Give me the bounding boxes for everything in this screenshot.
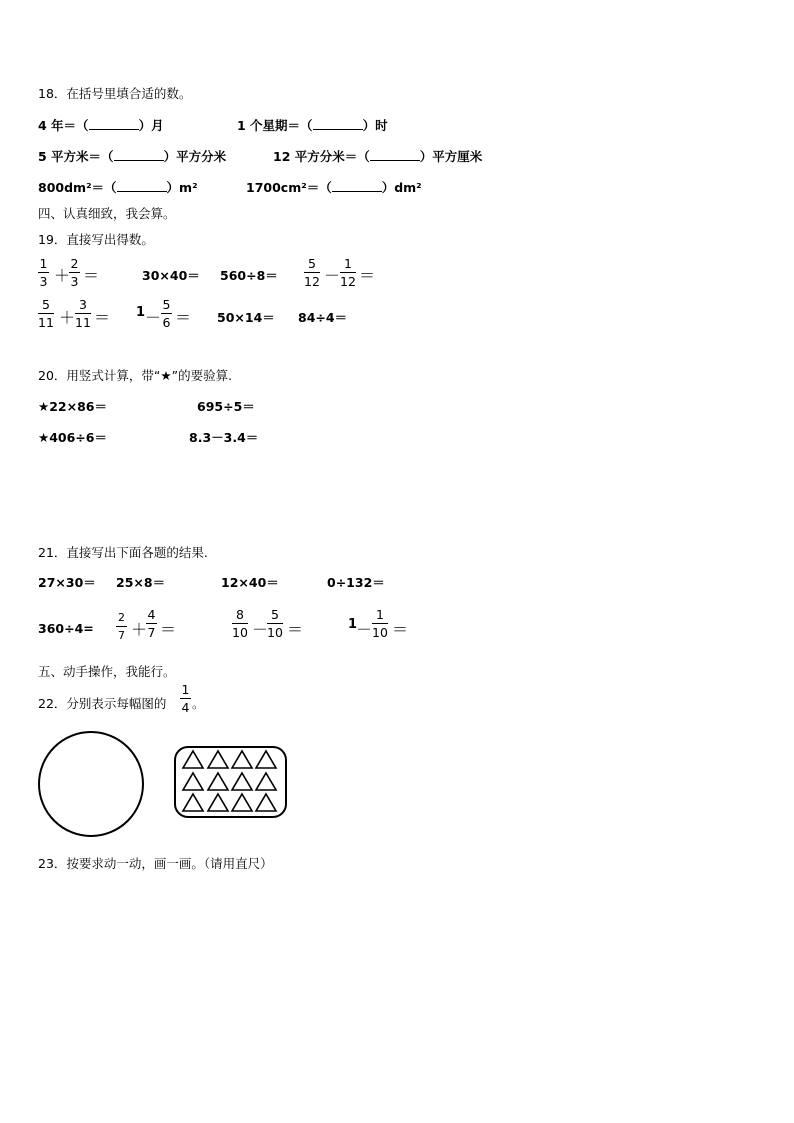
- equals-sign: ＝: [287, 620, 304, 639]
- q19-expr-8: 84÷4＝: [298, 310, 348, 325]
- denominator: 10: [232, 625, 248, 640]
- q18-r1b-post: ）时: [362, 118, 388, 133]
- fraction-4-7: [146, 607, 157, 640]
- minus-sign: －: [145, 308, 162, 327]
- equals-sign: ＝: [392, 620, 409, 639]
- triangle-icon: [256, 794, 276, 811]
- q18-row3-b: [246, 178, 422, 196]
- answer-blank[interactable]: [114, 149, 164, 161]
- denominator: 10: [372, 625, 388, 640]
- triangle-icon: [232, 794, 252, 811]
- numerator: 5: [307, 256, 316, 271]
- numerator: 1: [343, 256, 352, 271]
- minus-sign: －: [324, 266, 341, 285]
- fraction-bar: [38, 272, 49, 273]
- fraction-bar: [38, 313, 54, 314]
- triangle-icon: [232, 773, 252, 790]
- fraction-bar: [75, 313, 91, 314]
- triangle-icon: [208, 751, 228, 768]
- numerator: 4: [147, 607, 156, 622]
- equals-sign: ＝: [83, 266, 100, 285]
- q21-expr-4: 0÷132＝: [327, 575, 385, 590]
- fraction-5-6: [161, 297, 172, 330]
- q22-post: 。: [192, 696, 205, 711]
- minus-sign: －: [356, 620, 373, 639]
- triangle-icon: [183, 794, 203, 811]
- q22-title: [38, 694, 166, 712]
- q21-title: 21．直接写出下面各题的结果.: [38, 545, 208, 560]
- denominator: 11: [38, 315, 54, 330]
- q18-r2a-post: ）平方分米: [163, 149, 227, 164]
- numerator: 5: [270, 607, 279, 622]
- denominator: 6: [162, 315, 171, 330]
- q20-expr-1: ★22×86＝: [38, 399, 107, 414]
- fraction-5-12: [304, 256, 320, 289]
- q18-r3a-pre: 800dm²＝（: [38, 180, 117, 195]
- q18-r2b-pre: 12 平方分米＝（: [273, 149, 370, 164]
- one: 1: [348, 617, 358, 632]
- q18-r2a-pre: 5 平方米＝（: [38, 149, 114, 164]
- answer-blank[interactable]: [313, 118, 363, 130]
- triangle-icon: [208, 794, 228, 811]
- answer-blank[interactable]: [332, 180, 382, 192]
- numerator: 5: [162, 297, 171, 312]
- fraction-bar: [304, 272, 320, 273]
- fraction-bar: [146, 623, 157, 624]
- q21-expr-1: 27×30＝: [38, 575, 96, 590]
- fraction-1-10: [372, 607, 388, 640]
- triangles-group: [183, 751, 276, 811]
- circle-figure[interactable]: [38, 731, 144, 837]
- denominator: 12: [340, 274, 356, 289]
- plus-sign: ＋: [59, 308, 76, 327]
- answer-blank[interactable]: [89, 118, 139, 130]
- numerator: 5: [41, 297, 50, 312]
- fraction-2-7: [116, 610, 127, 643]
- fraction-1-3: [38, 256, 49, 289]
- q18-r1a-pre: 4 年＝（: [38, 118, 89, 133]
- one: 1: [136, 305, 146, 320]
- q18-r1b-pre: 1 个星期＝（: [237, 118, 313, 133]
- q18-row1-a: [38, 116, 164, 134]
- q19-expr-7: 50×14＝: [217, 310, 275, 325]
- fraction-bar: [161, 313, 172, 314]
- equals-sign: ＝: [160, 620, 177, 639]
- fraction-3-11: [75, 297, 91, 330]
- fraction-5-10: [267, 607, 283, 640]
- q18-r3b-post: ）dm²: [381, 180, 422, 195]
- q20-expr-2: 695÷5＝: [197, 399, 255, 414]
- section-4-heading: 四、认真细致，我会算。: [38, 206, 176, 221]
- denominator: 3: [70, 274, 79, 289]
- numerator: 1: [181, 682, 190, 697]
- triangle-icon: [208, 773, 228, 790]
- triangle-icon: [232, 751, 252, 768]
- answer-blank[interactable]: [117, 180, 167, 192]
- minus-sign: －: [252, 620, 269, 639]
- fraction-bar: [180, 698, 191, 699]
- plus-sign: ＋: [54, 266, 71, 285]
- q18-row3-a: [38, 178, 198, 196]
- q23-title: 23．按要求动一动，画一画。（请用直尺）: [38, 856, 273, 871]
- q22-pre: 22．分别表示每幅图的: [38, 696, 167, 711]
- equals-sign: ＝: [175, 308, 192, 327]
- denominator: 7: [118, 629, 125, 642]
- q21-expr-5: 360÷4=: [38, 621, 94, 636]
- numerator: 3: [78, 297, 87, 312]
- denominator: 4: [181, 700, 190, 715]
- denominator: 11: [75, 315, 91, 330]
- fraction-5-11: [38, 297, 54, 330]
- q18-title: 18．在括号里填合适的数。: [38, 86, 192, 101]
- plus-sign: ＋: [131, 620, 148, 639]
- q19-expr-3: 560÷8＝: [220, 268, 278, 283]
- section-5-heading: 五、动手操作，我能行。: [38, 664, 176, 679]
- fraction-bar: [340, 272, 356, 273]
- fraction-bar: [69, 272, 80, 273]
- fraction-8-10: [232, 607, 248, 640]
- q21-expr-3: 12×40＝: [221, 575, 279, 590]
- q18-row1-b: [237, 116, 388, 134]
- answer-blank[interactable]: [370, 149, 420, 161]
- q18-r3b-pre: 1700cm²＝（: [246, 180, 332, 195]
- q20-expr-4: 8.3－3.4＝: [189, 430, 259, 445]
- triangle-icon: [183, 751, 203, 768]
- numerator: 2: [70, 256, 79, 271]
- triangle-icon: [183, 773, 203, 790]
- fraction-2-3: [69, 256, 80, 289]
- q19-expr-2: 30×40＝: [142, 268, 200, 283]
- fraction-bar: [232, 623, 248, 624]
- fraction-bar: [267, 623, 283, 624]
- denominator: 3: [39, 274, 48, 289]
- denominator: 7: [147, 625, 156, 640]
- fraction-bar: [116, 626, 127, 627]
- q20-expr-3: ★406÷6＝: [38, 430, 107, 445]
- fraction-1-4: [180, 682, 191, 715]
- fraction-1-12: [340, 256, 356, 289]
- denominator: 10: [267, 625, 283, 640]
- q18-r3a-post: ）m²: [166, 180, 198, 195]
- fraction-bar: [372, 623, 388, 624]
- equals-sign: ＝: [359, 266, 376, 285]
- denominator: 12: [304, 274, 320, 289]
- numerator: 2: [118, 611, 125, 624]
- numerator: 1: [375, 607, 384, 622]
- q18-row2-a: [38, 147, 226, 165]
- numerator: 1: [39, 256, 48, 271]
- q18-r1a-post: ）月: [138, 118, 164, 133]
- triangle-icon: [256, 751, 276, 768]
- triangles-grid: [174, 746, 287, 818]
- q19-title: 19．直接写出得数。: [38, 232, 154, 247]
- q21-expr-2: 25×8＝: [116, 575, 166, 590]
- equals-sign: ＝: [94, 308, 111, 327]
- triangle-icon: [256, 773, 276, 790]
- numerator: 8: [235, 607, 244, 622]
- q20-title: 20．用竖式计算，带“★”的要验算.: [38, 368, 233, 383]
- q18-row2-b: [273, 147, 482, 165]
- q18-r2b-post: ）平方厘米: [419, 149, 483, 164]
